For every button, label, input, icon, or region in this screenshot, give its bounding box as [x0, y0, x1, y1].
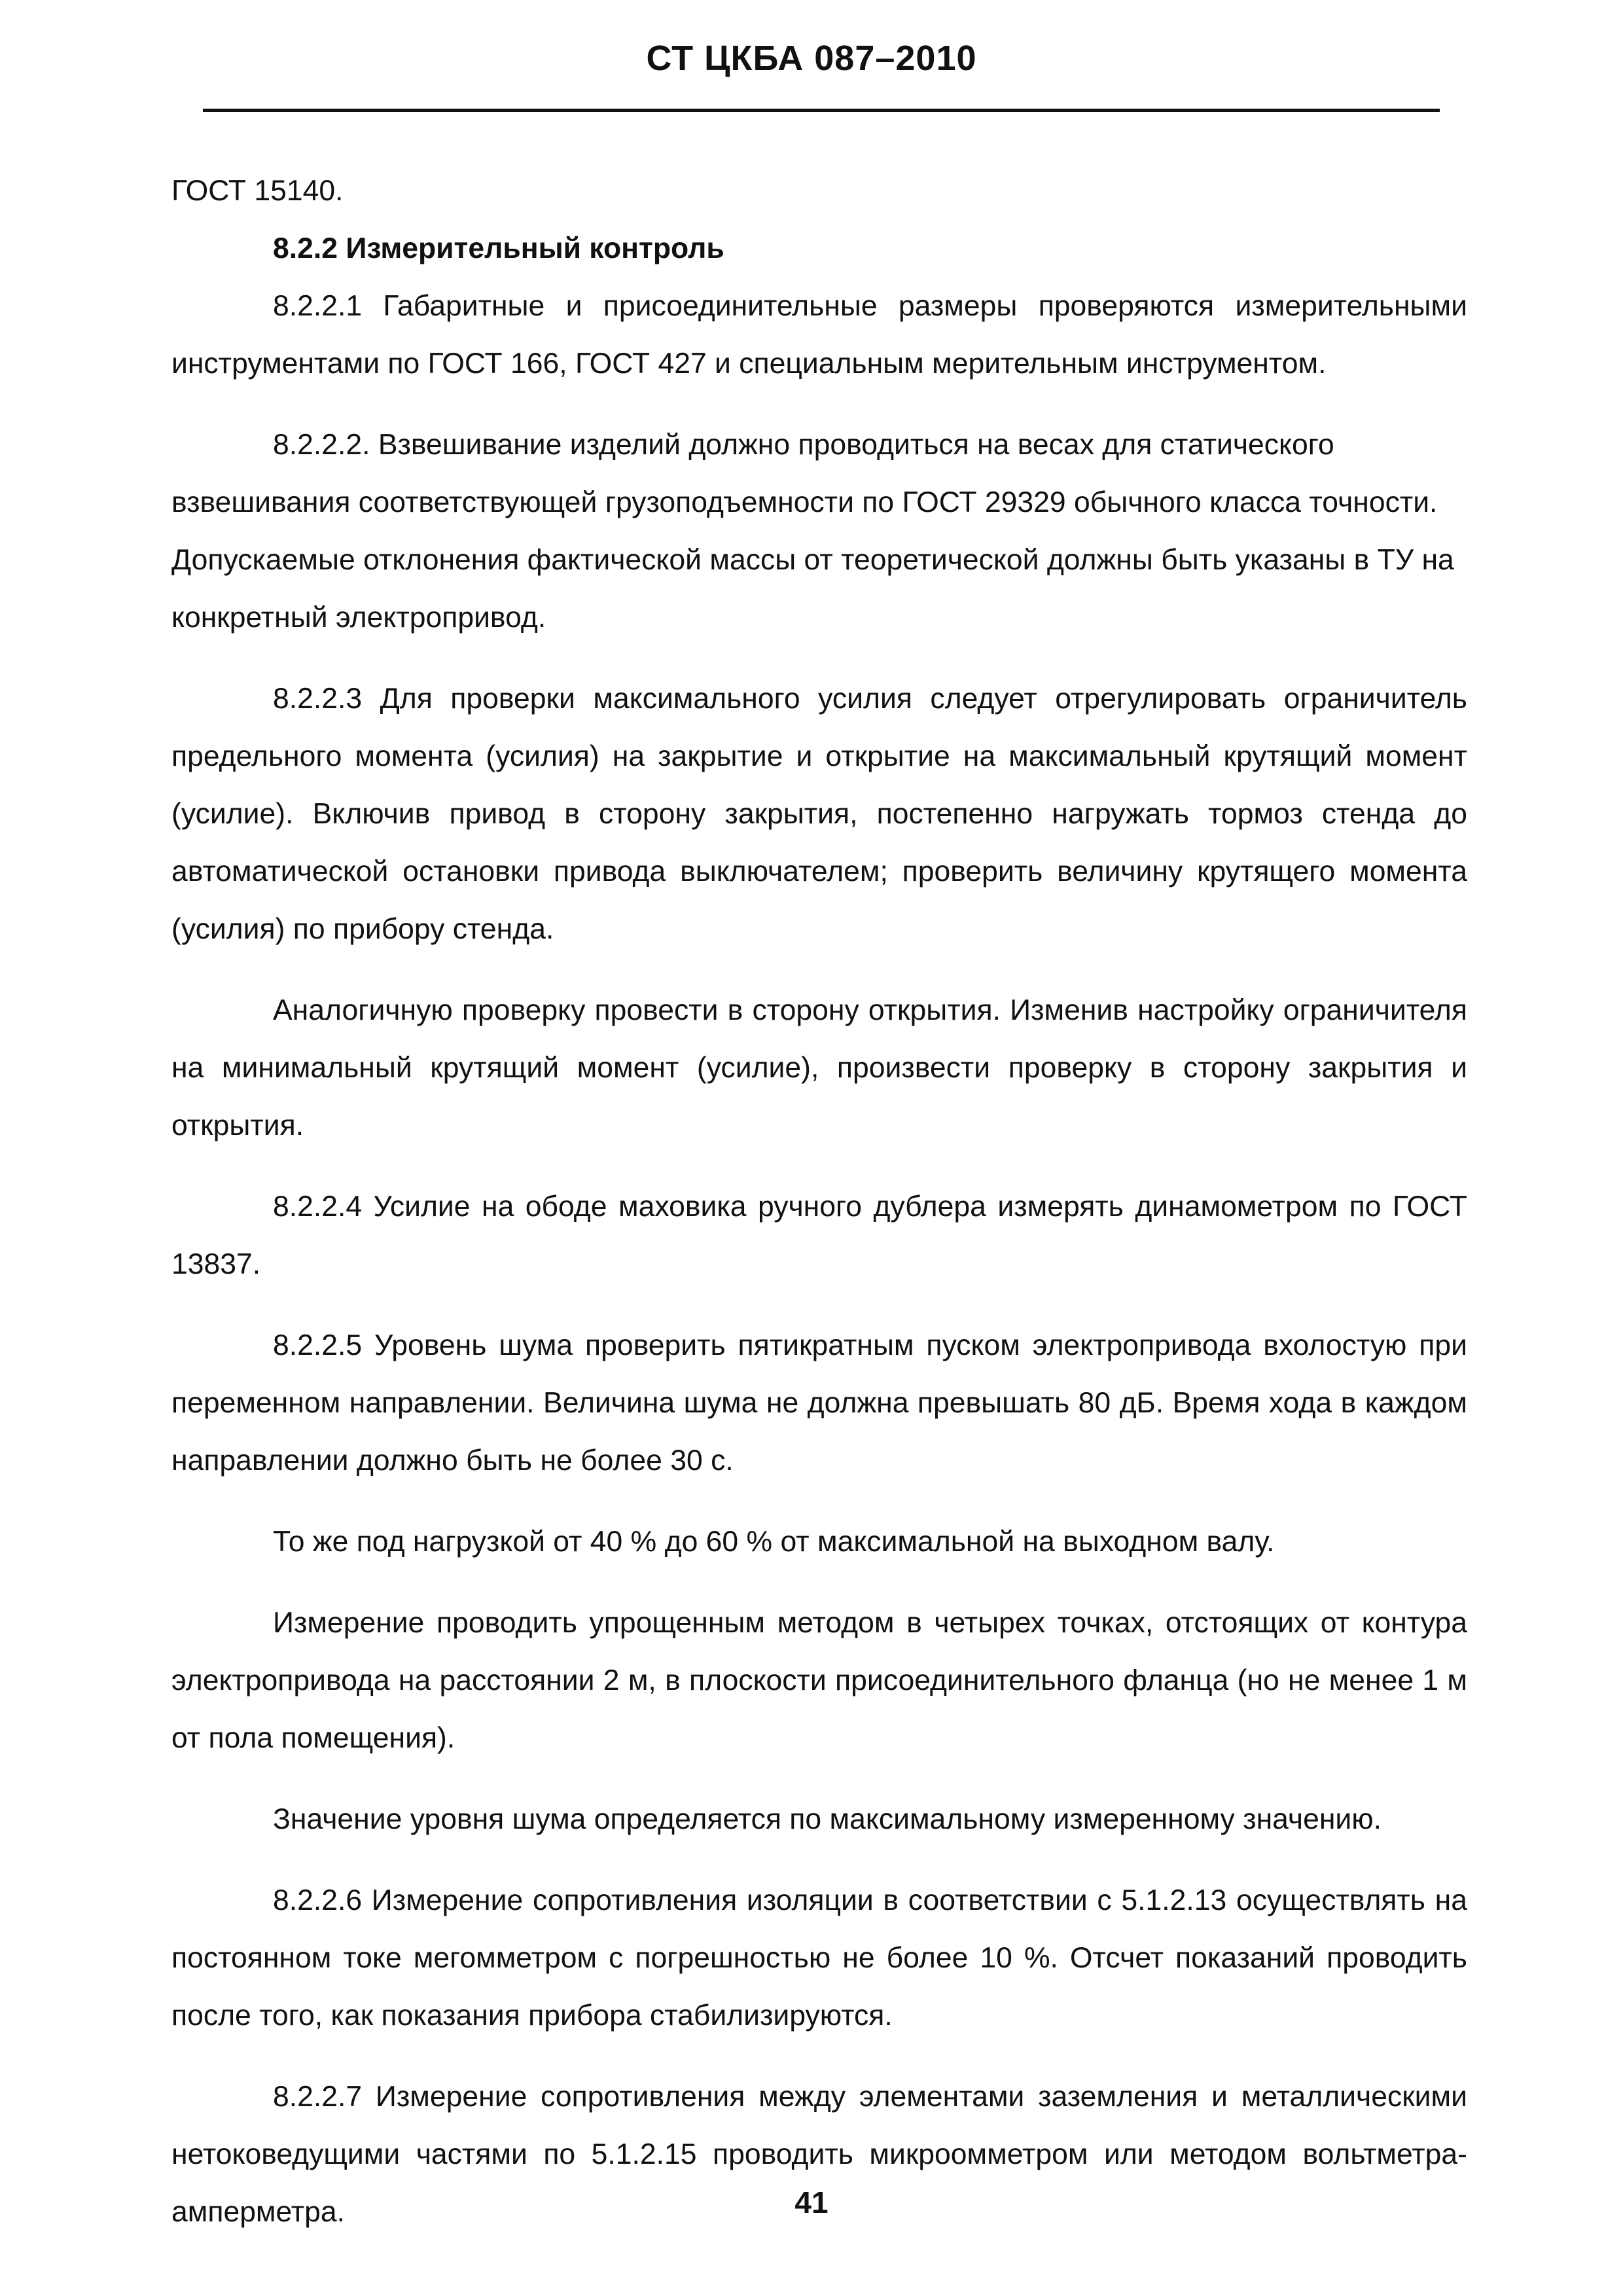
paragraph-8-2-2-5: 8.2.2.5 Уровень шума проверить пятикратным пуском электропривода вхолостую при переменном направлении. Величина шума не должна превышать 80 дБ. Время хода в каждом направлении должно быть не более 30 с. [171, 1329, 1467, 1477]
page-body [171, 162, 1467, 2241]
paragraph-8-2-2-3: 8.2.2.3 Для проверки максимального усилия следует отрегулировать ограничитель предельного момента (усилия) на закрытие и открытие на максимальный крутящий момент (усилие). Включив привод в сторону закрытия, постепенно нагружать тормоз стенда до автоматической остановки привода выключателем; проверить величину крутящего момента (усилия) по прибору стенда. [171, 683, 1467, 945]
paragraph-load-test: То же под нагрузкой от 40 % до 60 % от максимальной на выходном валу. [273, 1526, 1275, 1558]
paragraph-noise-value: Значение уровня шума определяется по максимальному измеренному значению. [273, 1803, 1382, 1835]
paragraph-8-2-2-2-start: 8.2.2.2. Взвешивание изделий должно проводиться на весах для статического [273, 429, 1334, 461]
paragraph-8-2-2-2-cont: взвешивания соответствующей грузоподъемности по ГОСТ 29329 обычного класса точности. Допускаемые отклонения фактической массы от теоретической должны быть указаны в ТУ на конкретный электропривод. [171, 486, 1454, 634]
paragraph-8-2-2-4: 8.2.2.4 Усилие на ободе маховика ручного дублера измерять динамометром по ГОСТ 13837. [171, 1191, 1467, 1280]
gost-continuation: ГОСТ 15140. [171, 175, 344, 207]
paragraph-measurement-method: Измерение проводить упрощенным методом в четырех точках, отстоящих от контура электропривода на расстоянии 2 м, в плоскости присоединительного фланца (но не менее 1 м от пола помещения). [171, 1607, 1467, 1754]
paragraph-8-2-2-6: 8.2.2.6 Измерение сопротивления изоляции в соответствии с 5.1.2.13 осуществлять на постоянном токе мегомметром с погрешностью не более 10 %. Отсчет показаний проводить после того, как показания прибора стабилизируются. [171, 1884, 1467, 2032]
paragraph-8-2-2-7: 8.2.2.7 Измерение сопротивления между элементами заземления и металлическими нетоковедущими частями по 5.1.2.15 проводить микроомметром или методом вольтметра-амперметра. [171, 2081, 1467, 2228]
paragraph-analogous-check: Аналогичную проверку провести в сторону открытия. Изменив настройку ограничителя на минимальный крутящий момент (усилие), произвести проверку в сторону закрытия и открытия. [171, 994, 1467, 1141]
paragraph-8-2-2-1: 8.2.2.1 Габаритные и присоединительные размеры проверяются измерительными инструментами по ГОСТ 166, ГОСТ 427 и специальным мерительным инструментом. [171, 290, 1467, 380]
header-divider [203, 109, 1440, 112]
page-number: 41 [794, 2185, 829, 2219]
document-header-code: СТ ЦКБА 087–2010 [646, 39, 977, 78]
section-heading-8-2-2: 8.2.2 Измерительный контроль [273, 232, 724, 264]
